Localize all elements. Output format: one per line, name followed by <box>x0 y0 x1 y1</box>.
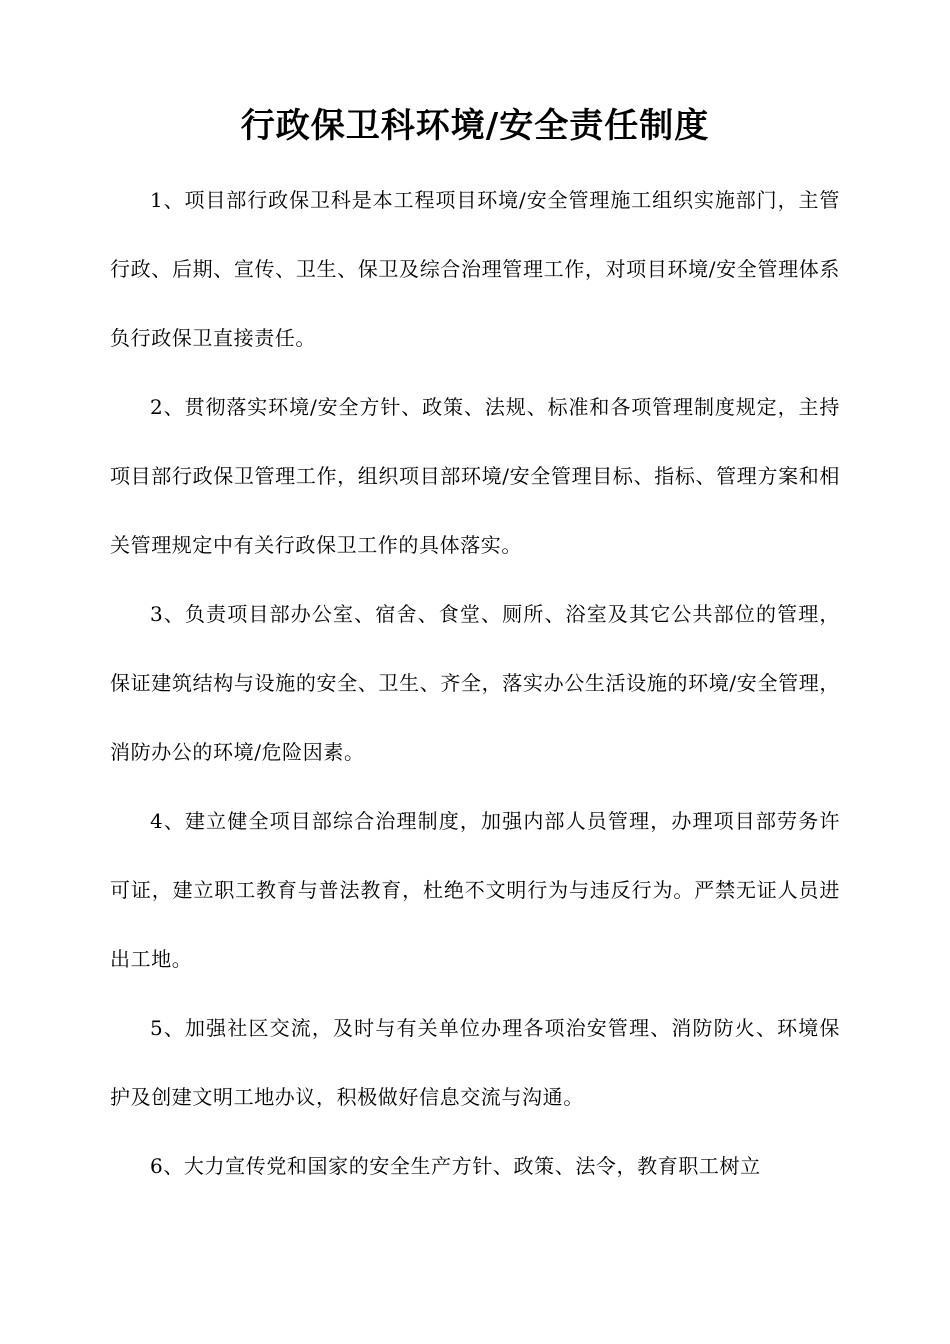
document-body <box>110 166 840 1201</box>
paragraph-3: 3、负责项目部办公室、宿舍、食堂、厕所、浴室及其它公共部位的管理，保证建筑结构与设施的安全、卫生、齐全，落实办公生活设施的环境/安全管理，消防办公的环境/危险因素。 <box>110 602 840 764</box>
paragraph-4: 4、建立健全项目部综合治理制度，加强内部人员管理，办理项目部劳务许可证，建立职工教育与普法教育，杜绝不文明行为与违反行为。严禁无证人员进出工地。 <box>110 809 840 971</box>
paragraph-1: 1、项目部行政保卫科是本工程项目环境/安全管理施工组织实施部门，主管行政、后期、宣传、卫生、保卫及综合治理管理工作，对项目环境/安全管理体系负行政保卫直接责任。 <box>110 188 840 350</box>
paragraph-5: 5、加强社区交流，及时与有关单位办理各项治安管理、消防防火、环境保护及创建文明工地办议，积极做好信息交流与沟通。 <box>110 1016 840 1109</box>
paragraph-6: 6、大力宣传党和国家的安全生产方针、政策、法令，教育职工树立 <box>150 1154 761 1178</box>
document-title: 行政保卫科环境/安全责任制度 <box>240 106 710 146</box>
paragraph-2: 2、贯彻落实环境/安全方针、政策、法规、标准和各项管理制度规定，主持项目部行政保卫管理工作，组织项目部环境/安全管理目标、指标、管理方案和相关管理规定中有关行政保卫工作的具体落实。 <box>110 395 840 557</box>
